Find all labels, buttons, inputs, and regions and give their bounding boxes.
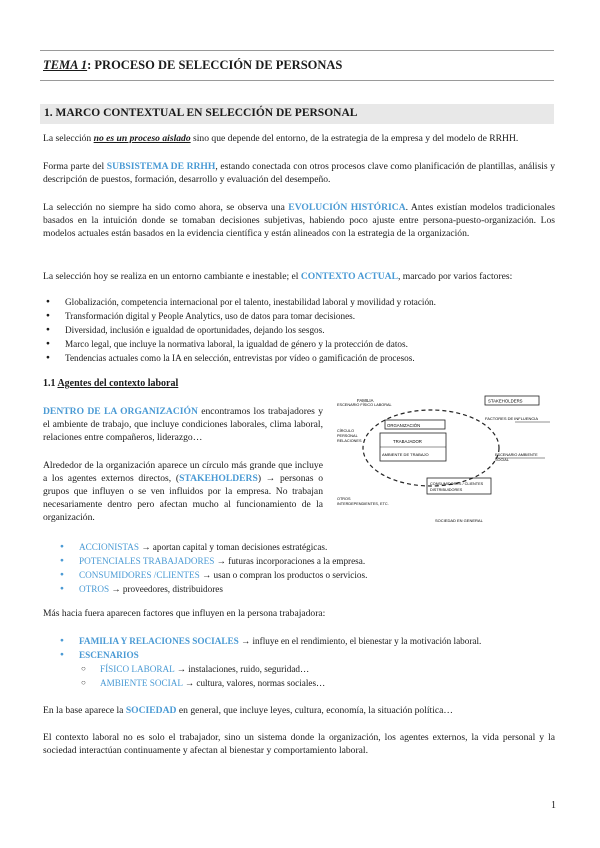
- outer-factors-list: [57, 634, 555, 662]
- otros-label: INTERDEPENDIENTES, ETC.: [337, 502, 389, 506]
- influencia-label: FACTORES DE INFLUENCIA: [485, 416, 539, 421]
- list-item: ● Tendencias actuales como la IA en selección, entrevistas por vídeo o gamificación de procesos.: [43, 351, 555, 365]
- paragraph-5: DENTRO DE LA ORGANIZACIÓN encontramos los trabajadores y el ambiente de trabajo, que incluye condiciones laborales, clima laboral, relaciones entre compañeros, liderazgo…: [43, 406, 323, 443]
- sociedad-label: SOCIEDAD EN GENERAL: [435, 518, 483, 523]
- scenarios-list: [78, 662, 555, 690]
- stakeholders-list: [57, 540, 555, 596]
- organizacion-label: ORGANIZACIÓN: [387, 423, 421, 428]
- top-rule: [40, 50, 554, 51]
- circulo-label: CÍRCULO: [337, 429, 355, 433]
- familia-label: FAMILIA: [357, 398, 374, 403]
- consumidores-label: DISTRIBUIDORES: [430, 488, 463, 492]
- escenario-fisico-label: ESCENARIO FÍSICO LABORAL: [337, 403, 392, 407]
- paragraph-9: El contexto laboral no es solo el trabajador, sino un sistema donde la organización, los agentes externos, la vida personal y la sociedad interactúan continuamente y afectan al bienestar y comportamiento laboral.: [43, 732, 555, 756]
- factors-list: [43, 295, 555, 365]
- circulo-label: PERSONAL: [337, 434, 358, 438]
- page-number: 1: [551, 800, 556, 811]
- paragraph-8: En la base aparece la SOCIEDAD en general, que incluye leyes, cultura, economía, la situación política…: [43, 705, 454, 716]
- section-heading: 1. MARCO CONTEXTUAL EN SELECCIÓN DE PERSONAL: [44, 107, 358, 119]
- list-item: ● Marco legal, que incluye la normativa laboral, la igualdad de género y la protección de datos.: [43, 337, 555, 351]
- circulo-label: RELACIONES: [337, 439, 362, 443]
- title-rule: [40, 80, 554, 81]
- list-item: ● POTENCIALES TRABAJADORES → futuras incorporaciones a la empresa.: [57, 554, 555, 568]
- paragraph-3: La selección no siempre ha sido como ahora, se observa una EVOLUCIÓN HISTÓRICA. Antes existían modelos tradicionales basados en la intuición donde se tomaban decisiones subjetivas, habiendo poco ajuste entre persona-puesto-organización. Los modelos actuales están basados en la evidencia científica y están alineados con la estrategia de la organización.: [43, 202, 555, 239]
- paragraph-6: Alrededor de la organización aparece un círculo más grande que incluye a los agentes externos directos, (STAKEHOLDERS) → personas o grupos que influyen o se ven influidos por la empresa. No trabajan necesariamente dentro pero afectan mucho al funcionamiento de la organización.: [43, 460, 323, 523]
- consumidores-label: CONSUMIDORES / CLIENTES: [430, 482, 484, 486]
- otros-label: OTROS: [337, 497, 351, 501]
- paragraph-2: Forma parte del SUBSISTEMA DE RRHH, estando conectada con otros procesos clave como planificación de plantillas, análisis y descripción de puestos, formación, desarrollo y evaluación del desempeño.: [43, 161, 555, 185]
- stakeholders-ellipse: [363, 410, 499, 486]
- subsection-title: 1.1 Agentes del contexto laboral: [43, 378, 179, 389]
- list-item: ● Globalización, competencia internacional por el talento, inestabilidad laboral y movilidad y rotación.: [43, 295, 555, 309]
- list-item: ● ACCIONISTAS → aportan capital y toman decisiones estratégicas.: [57, 540, 555, 554]
- ambiente-social-label: ESCENARIO AMBIENTE: [495, 453, 538, 457]
- paragraph-1: La selección no es un proceso aislado sino que depende del entorno, de la estrategia de la empresa y del modelo de RRHH.: [43, 133, 519, 144]
- list-item: ● ESCENARIOS: [57, 648, 555, 662]
- list-item: ○ AMBIENTE SOCIAL → cultura, valores, normas sociales…: [78, 676, 555, 690]
- list-item: ● CONSUMIDORES /CLIENTES → usan o compran los productos o servicios.: [57, 568, 555, 582]
- ambiente-social-label: SOCIAL: [495, 458, 509, 462]
- list-item: ● Transformación digital y People Analytics, uso de datos para tomar decisiones.: [43, 309, 555, 323]
- list-item: ● Diversidad, inclusión e igualdad de oportunidades, dejando los sesgos.: [43, 323, 555, 337]
- stakeholders-label: STAKEHOLDERS: [488, 398, 523, 404]
- context-diagram: [335, 392, 557, 526]
- paragraph-4: La selección hoy se realiza en un entorno cambiante e inestable; el CONTEXTO ACTUAL, marcado por varios factores:: [43, 271, 513, 282]
- list-item: ○ FÍSICO LABORAL → instalaciones, ruido, seguridad…: [78, 662, 555, 676]
- list-item: ● FAMILIA Y RELACIONES SOCIALES → influye en el rendimiento, el bienestar y la motivación laboral.: [57, 634, 555, 648]
- page-title: TEMA 1: PROCESO DE SELECCIÓN DE PERSONAS: [43, 58, 343, 72]
- paragraph-7: Más hacia fuera aparecen factores que influyen en la persona trabajadora:: [43, 608, 326, 619]
- list-item: ● OTROS → proveedores, distribuidores: [57, 582, 555, 596]
- trabajador-label: TRABAJADOR: [393, 439, 422, 444]
- ambiente-label: AMBIENTE DE TRABAJO: [382, 452, 429, 457]
